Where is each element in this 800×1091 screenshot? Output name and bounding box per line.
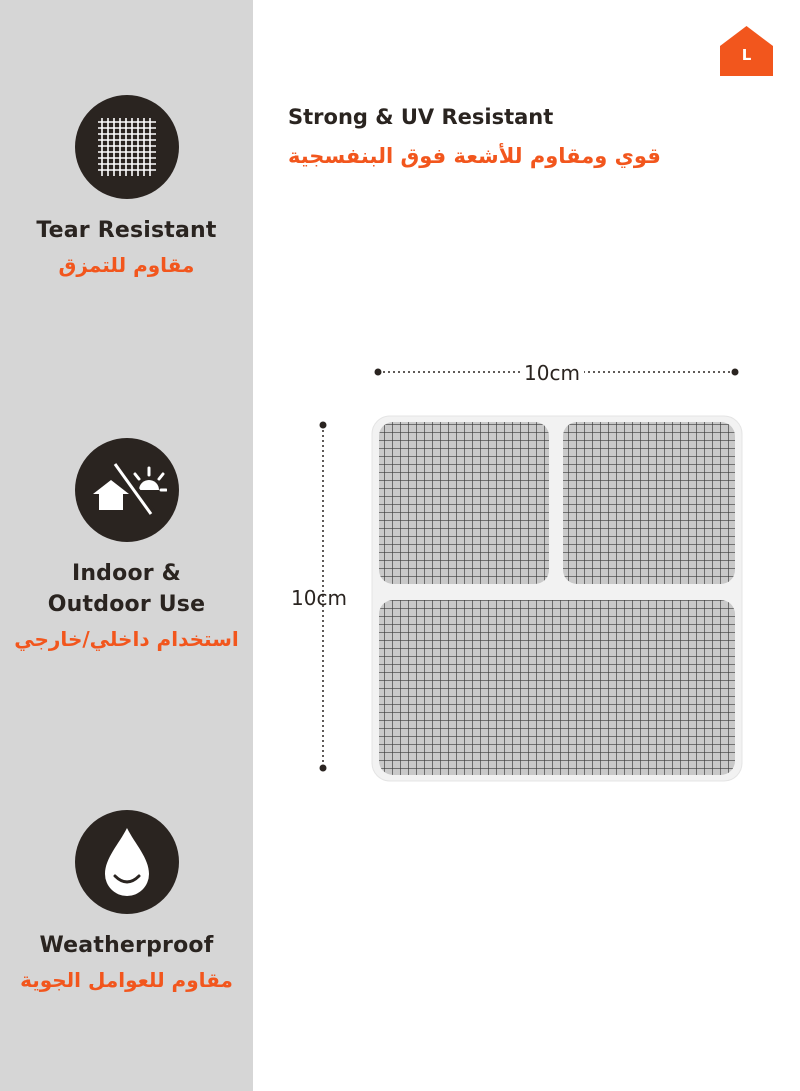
- width-dimension-end: [732, 369, 739, 376]
- feature-title-line1: Indoor &: [71, 561, 182, 586]
- feature-title: Weatherproof: [39, 933, 214, 958]
- feature-weatherproof: [0, 810, 253, 995]
- water-drop-icon: [75, 810, 179, 914]
- house-sun-icon: [75, 438, 179, 542]
- mesh-patch-top-right: [563, 422, 735, 584]
- feature-title-arabic: استخدام داخلي/خارجي: [14, 627, 239, 651]
- width-dimension-end: [375, 369, 382, 376]
- mesh-grid-icon: [75, 95, 179, 199]
- feature-title-arabic: مقاوم للتمزق: [58, 253, 195, 277]
- headline-title-arabic: قوي ومقاوم للأشعة فوق البنفسجية: [288, 144, 661, 168]
- badge-label: L: [741, 46, 752, 64]
- height-dimension-end: [320, 765, 327, 772]
- backing-sheet: [372, 416, 742, 781]
- width-label: 10cm: [520, 361, 584, 385]
- feature-title: Tear Resistant: [36, 218, 217, 243]
- feature-sidebar: [0, 0, 253, 1091]
- height-label: 10cm: [291, 586, 347, 610]
- feature-title-arabic: مقاوم للعوامل الجوية: [20, 968, 233, 992]
- headline: [288, 102, 678, 172]
- mesh-patch-bottom: [379, 600, 735, 775]
- feature-indoor-outdoor: [0, 438, 253, 654]
- feature-title-line2: Outdoor Use: [47, 592, 206, 617]
- feature-tear-resistant: [0, 95, 253, 280]
- brand-badge: [720, 26, 773, 76]
- headline-title: Strong & UV Resistant: [288, 105, 554, 129]
- mesh-patch-top-left: [379, 422, 549, 584]
- height-dimension-end: [320, 422, 327, 429]
